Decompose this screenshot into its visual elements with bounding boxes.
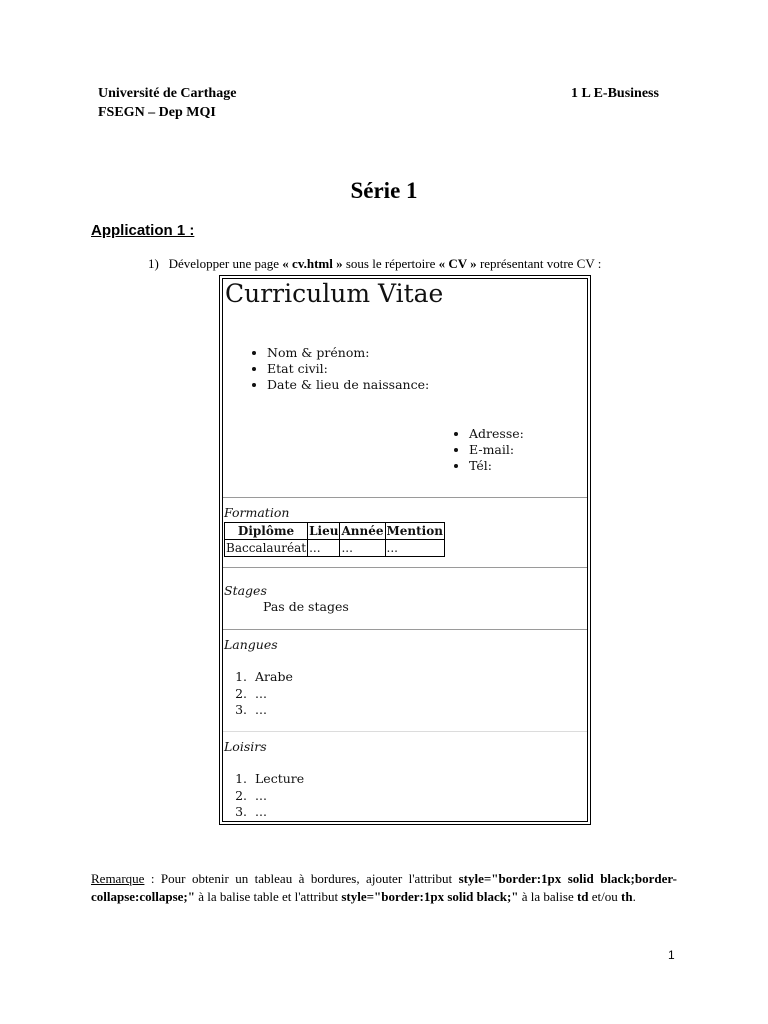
loisirs-list [227, 771, 304, 821]
cv-contact-list [451, 426, 524, 474]
formation-table [224, 522, 445, 557]
cv-personal-list [249, 345, 429, 393]
instruction-text-3: représentant votre CV : [476, 256, 602, 271]
table-header-row [225, 523, 445, 540]
list-text: ... [255, 804, 267, 819]
document-title: Série 1 [350, 178, 418, 203]
list-item: • Date & lieu de naissance: [267, 377, 429, 393]
table-cell: ... [308, 540, 340, 557]
divider [223, 731, 587, 732]
remark-td: td [576, 889, 589, 904]
divider [223, 567, 587, 568]
langues-list [227, 669, 293, 719]
instruction-line [148, 256, 601, 272]
formation-label: Formation [224, 505, 290, 520]
table-header-cell: Année [341, 524, 384, 538]
list-item: • Adresse: [469, 426, 524, 442]
remark-text-5: . [632, 889, 636, 904]
stages-text: Pas de stages [263, 599, 349, 614]
list-item: • Nom & prénom: [267, 345, 429, 361]
list-number: 3. [235, 702, 247, 717]
table-cell: ... [340, 540, 385, 557]
table-header-cell: Diplôme [225, 523, 308, 540]
list-text: ... [255, 702, 267, 717]
list-item [227, 702, 293, 719]
list-item [227, 788, 304, 805]
cv-title: Curriculum Vitae [225, 279, 444, 308]
list-item: • Etat civil: [267, 361, 429, 377]
remark-code-1: style="border:1px solid black;border-collapse:collapse;" [91, 871, 677, 904]
loisirs-label: Loisirs [224, 739, 267, 754]
list-number: 1. [235, 771, 247, 786]
cv-example-frame [219, 275, 591, 825]
list-item [227, 804, 304, 821]
remark-th: th [621, 889, 633, 904]
application-heading: Application 1 : [91, 222, 195, 239]
list-text: ... [255, 787, 267, 803]
list-item: • Tél: [469, 458, 524, 474]
instruction-text-1: Développer une page [168, 256, 283, 271]
list-number: 2. [235, 685, 247, 701]
remark-text-4: et/ou [588, 889, 622, 904]
list-item [227, 771, 304, 788]
table-row [225, 540, 445, 557]
cv-example-content [222, 278, 588, 822]
remark-paragraph [91, 870, 677, 906]
list-text: Arabe [255, 669, 293, 684]
list-text: Lecture [255, 771, 305, 786]
langues-label: Langues [224, 637, 278, 652]
instruction-folder: « CV » [438, 256, 477, 271]
list-item [227, 669, 293, 686]
remark-text-1: : Pour obtenir un tableau à bordures, ajouter l'attribut [144, 871, 459, 886]
divider [223, 629, 587, 630]
remark-label: Remarque [91, 871, 145, 886]
page-number: 1 [668, 948, 675, 962]
table-cell: Baccalauréat [226, 541, 307, 555]
list-item: • E-mail: [469, 442, 524, 458]
remark-text-2: à la balise table et l'attribut [194, 889, 342, 904]
remark-text-3: à la balise [518, 889, 577, 904]
list-number: 2. [235, 787, 247, 803]
list-text: ... [255, 685, 267, 701]
divider [223, 497, 587, 498]
table-cell: ... [385, 540, 444, 557]
instruction-number: 1) [148, 256, 159, 271]
table-header-cell: Mention [386, 524, 443, 538]
remark-code-2: style="border:1px solid black;" [341, 889, 519, 904]
faculty-name: FSEGN – Dep MQI [98, 105, 216, 120]
list-item [227, 686, 293, 703]
table-header-cell: Lieu [309, 524, 339, 538]
stages-label: Stages [224, 583, 267, 598]
course-name: 1 L E-Business [571, 86, 659, 101]
instruction-text-2: sous le répertoire [342, 256, 439, 271]
instruction-file: « cv.html » [282, 256, 343, 271]
list-number: 3. [235, 804, 247, 819]
list-number: 1. [235, 669, 247, 684]
university-name: Université de Carthage [98, 86, 237, 101]
